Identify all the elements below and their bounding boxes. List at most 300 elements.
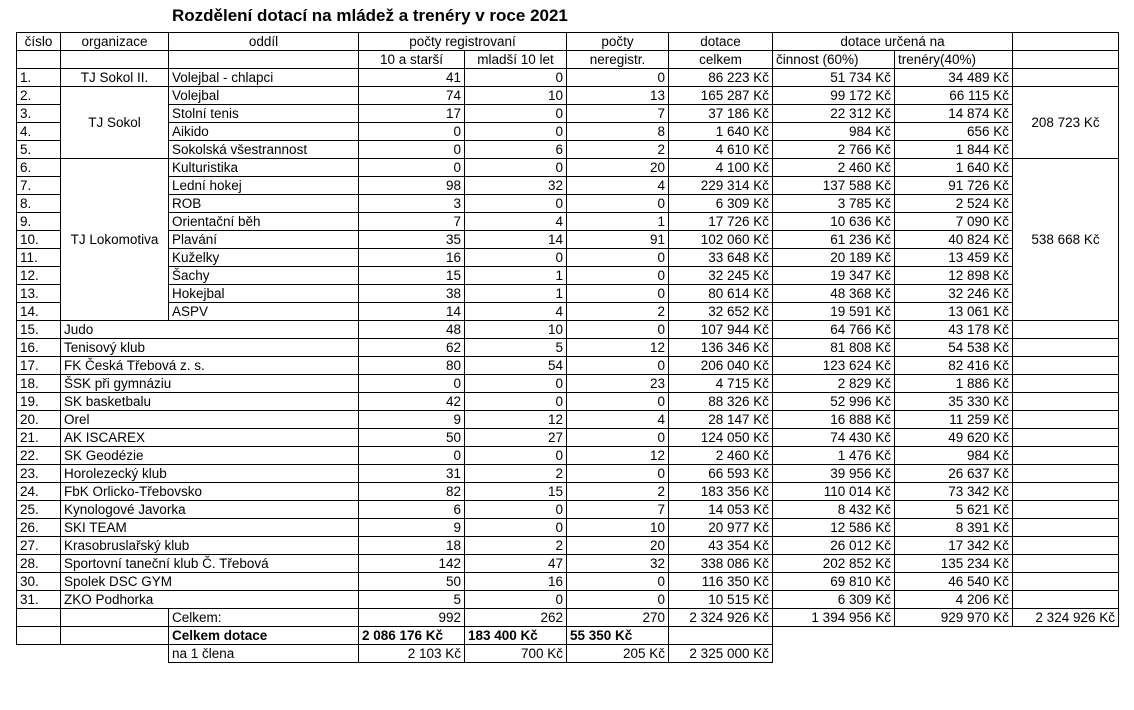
organization-name: TJ Lokomotiva	[61, 159, 169, 321]
organization-name: TJ Sokol II.	[61, 69, 169, 87]
count-neregistr: 23	[567, 375, 669, 393]
section-name: Kuželky	[169, 249, 359, 267]
club-name: ŠSK při gymnáziu	[61, 375, 359, 393]
dotace-cinnost: 99 172 Kč	[773, 87, 895, 105]
row-number: 20.	[17, 411, 61, 429]
table-row	[17, 519, 1119, 537]
count-neregistr: 0	[567, 357, 669, 375]
dotace-celkem: 102 060 Kč	[669, 231, 773, 249]
dotace-cinnost: 2 460 Kč	[773, 159, 895, 177]
count-neregistr: 7	[567, 105, 669, 123]
count-10-a-starsi: 50	[359, 573, 465, 591]
section-name: ROB	[169, 195, 359, 213]
subsidy-table	[16, 32, 1119, 663]
club-name: Tenisový klub	[61, 339, 359, 357]
row-number: 26.	[17, 519, 61, 537]
dotace-celkem: 4 610 Kč	[669, 141, 773, 159]
table-row	[17, 267, 1119, 285]
dotace-cinnost: 2 829 Kč	[773, 375, 895, 393]
dotace-cinnost: 52 996 Kč	[773, 393, 895, 411]
count-10-a-starsi: 82	[359, 483, 465, 501]
dotace-trenery: 4 206 Kč	[895, 591, 1013, 609]
dotace-cinnost: 22 312 Kč	[773, 105, 895, 123]
na-1-clena-label: na 1 člena	[169, 645, 359, 663]
header-organizace: organizace	[61, 33, 169, 51]
na-1-clena-celkem: 2 325 000 Kč	[669, 645, 773, 663]
table-row	[17, 249, 1119, 267]
table-row	[17, 555, 1119, 573]
club-name: Kynologové Javorka	[61, 501, 359, 519]
organization-total: 538 668 Kč	[1013, 159, 1119, 321]
dotace-trenery: 2 524 Kč	[895, 195, 1013, 213]
count-mladsi: 6	[465, 141, 567, 159]
dotace-celkem: 4 715 Kč	[669, 375, 773, 393]
count-10-a-starsi: 9	[359, 411, 465, 429]
table-row	[17, 573, 1119, 591]
count-neregistr: 12	[567, 447, 669, 465]
count-10-a-starsi: 42	[359, 393, 465, 411]
count-10-a-starsi: 15	[359, 267, 465, 285]
table-row	[17, 501, 1119, 519]
table-row	[17, 339, 1119, 357]
dotace-cinnost: 3 785 Kč	[773, 195, 895, 213]
dotace-trenery: 984 Kč	[895, 447, 1013, 465]
dotace-cinnost: 39 956 Kč	[773, 465, 895, 483]
header-blank	[169, 51, 359, 69]
celkem-dotace: 2 324 926 Kč	[669, 609, 773, 627]
count-neregistr: 20	[567, 159, 669, 177]
table-cell	[61, 609, 169, 627]
count-mladsi: 4	[465, 303, 567, 321]
dotace-cinnost: 137 588 Kč	[773, 177, 895, 195]
table-cell	[61, 627, 169, 645]
count-10-a-starsi: 9	[359, 519, 465, 537]
count-mladsi: 1	[465, 285, 567, 303]
count-neregistr: 91	[567, 231, 669, 249]
table-row	[17, 285, 1119, 303]
dotace-trenery: 7 090 Kč	[895, 213, 1013, 231]
section-name: ASPV	[169, 303, 359, 321]
summary-row-na-1-clena	[17, 645, 1119, 663]
section-name: Stolní tenis	[169, 105, 359, 123]
count-mladsi: 0	[465, 195, 567, 213]
dotace-cinnost: 123 624 Kč	[773, 357, 895, 375]
dotace-celkem: 2 460 Kč	[669, 447, 773, 465]
dotace-celkem: 28 147 Kč	[669, 411, 773, 429]
dotace-celkem: 206 040 Kč	[669, 357, 773, 375]
table-cell	[669, 627, 773, 645]
section-name: Orientační běh	[169, 213, 359, 231]
count-neregistr: 32	[567, 555, 669, 573]
count-10-a-starsi: 5	[359, 591, 465, 609]
count-neregistr: 2	[567, 303, 669, 321]
table-row	[17, 195, 1119, 213]
table-cell	[1013, 483, 1119, 501]
dotace-trenery: 54 538 Kč	[895, 339, 1013, 357]
count-mladsi: 0	[465, 519, 567, 537]
dotace-trenery: 1 640 Kč	[895, 159, 1013, 177]
count-mladsi: 32	[465, 177, 567, 195]
celkem-dotace-label: Celkem dotace	[169, 627, 359, 645]
table-cell	[773, 627, 895, 645]
dotace-cinnost: 61 236 Kč	[773, 231, 895, 249]
count-10-a-starsi: 16	[359, 249, 465, 267]
dotace-celkem: 107 944 Kč	[669, 321, 773, 339]
row-number: 15.	[17, 321, 61, 339]
count-mladsi: 0	[465, 501, 567, 519]
header-oddil: oddíl	[169, 33, 359, 51]
dotace-celkem: 88 326 Kč	[669, 393, 773, 411]
count-10-a-starsi: 18	[359, 537, 465, 555]
dotace-cinnost: 81 808 Kč	[773, 339, 895, 357]
count-neregistr: 0	[567, 429, 669, 447]
header-pocty-registrovani: počty registrovaní	[359, 33, 567, 51]
count-10-a-starsi: 74	[359, 87, 465, 105]
table-cell	[17, 627, 61, 645]
dotace-trenery: 49 620 Kč	[895, 429, 1013, 447]
dotace-celkem: 10 515 Kč	[669, 591, 773, 609]
table-row	[17, 87, 1119, 105]
dotace-celkem: 43 354 Kč	[669, 537, 773, 555]
dotace-celkem: 66 593 Kč	[669, 465, 773, 483]
row-number: 6.	[17, 159, 61, 177]
organization-total	[1013, 69, 1119, 87]
table-row	[17, 213, 1119, 231]
count-mladsi: 47	[465, 555, 567, 573]
table-row	[17, 591, 1119, 609]
table-cell	[17, 645, 61, 663]
section-name: Sokolská všestrannost	[169, 141, 359, 159]
count-mladsi: 0	[465, 447, 567, 465]
dotace-trenery: 26 637 Kč	[895, 465, 1013, 483]
count-mladsi: 16	[465, 573, 567, 591]
row-number: 18.	[17, 375, 61, 393]
celkem-dotace-neregistr: 55 350 Kč	[567, 627, 669, 645]
dotace-celkem: 338 086 Kč	[669, 555, 773, 573]
count-10-a-starsi: 41	[359, 69, 465, 87]
dotace-cinnost: 64 766 Kč	[773, 321, 895, 339]
count-10-a-starsi: 0	[359, 447, 465, 465]
count-mladsi: 4	[465, 213, 567, 231]
count-mladsi: 10	[465, 87, 567, 105]
count-mladsi: 0	[465, 375, 567, 393]
table-cell	[1013, 645, 1119, 663]
dotace-trenery: 34 489 Kč	[895, 69, 1013, 87]
dotace-trenery: 43 178 Kč	[895, 321, 1013, 339]
count-neregistr: 0	[567, 321, 669, 339]
club-name: Judo	[61, 321, 359, 339]
count-neregistr: 0	[567, 69, 669, 87]
dotace-cinnost: 1 476 Kč	[773, 447, 895, 465]
organization-name: TJ Sokol	[61, 87, 169, 159]
count-mladsi: 0	[465, 591, 567, 609]
count-mladsi: 12	[465, 411, 567, 429]
table-cell	[1013, 375, 1119, 393]
table-row	[17, 177, 1119, 195]
header-cinnost: činnost (60%)	[773, 51, 895, 69]
dotace-celkem: 229 314 Kč	[669, 177, 773, 195]
row-number: 17.	[17, 357, 61, 375]
section-name: Lední hokej	[169, 177, 359, 195]
count-mladsi: 0	[465, 69, 567, 87]
table-row	[17, 159, 1119, 177]
club-name: Horolezecký klub	[61, 465, 359, 483]
dotace-trenery: 11 259 Kč	[895, 411, 1013, 429]
count-10-a-starsi: 48	[359, 321, 465, 339]
header-dotace: dotace	[669, 33, 773, 51]
header-10-a-starsi: 10 a starší	[359, 51, 465, 69]
na-1-clena-mladsi: 700 Kč	[465, 645, 567, 663]
row-number: 31.	[17, 591, 61, 609]
row-number: 7.	[17, 177, 61, 195]
table-cell	[1013, 429, 1119, 447]
count-neregistr: 4	[567, 177, 669, 195]
table-cell	[1013, 573, 1119, 591]
row-number: 25.	[17, 501, 61, 519]
table-row	[17, 393, 1119, 411]
count-neregistr: 0	[567, 591, 669, 609]
row-number: 14.	[17, 303, 61, 321]
table-cell	[1013, 411, 1119, 429]
dotace-cinnost: 8 432 Kč	[773, 501, 895, 519]
celkem-dotace-10-a-starsi: 2 086 176 Kč	[359, 627, 465, 645]
dotace-trenery: 135 234 Kč	[895, 555, 1013, 573]
club-name: SK basketbalu	[61, 393, 359, 411]
table-row	[17, 429, 1119, 447]
count-mladsi: 1	[465, 267, 567, 285]
row-number: 30.	[17, 573, 61, 591]
header-blank	[1013, 51, 1119, 69]
table-row	[17, 447, 1119, 465]
count-10-a-starsi: 0	[359, 159, 465, 177]
header-pocty: počty	[567, 33, 669, 51]
table-cell	[1013, 501, 1119, 519]
table-cell	[1013, 447, 1119, 465]
dotace-trenery: 8 391 Kč	[895, 519, 1013, 537]
na-1-clena-neregistr: 205 Kč	[567, 645, 669, 663]
dotace-cinnost: 110 014 Kč	[773, 483, 895, 501]
club-name: AK ISCAREX	[61, 429, 359, 447]
count-mladsi: 54	[465, 357, 567, 375]
count-neregistr: 10	[567, 519, 669, 537]
dotace-celkem: 32 245 Kč	[669, 267, 773, 285]
table-row	[17, 483, 1119, 501]
table-row	[17, 303, 1119, 321]
row-number: 24.	[17, 483, 61, 501]
dotace-celkem: 17 726 Kč	[669, 213, 773, 231]
header-cislo: číslo	[17, 33, 61, 51]
header-row-2	[17, 51, 1119, 69]
count-10-a-starsi: 50	[359, 429, 465, 447]
count-mladsi: 0	[465, 159, 567, 177]
dotace-cinnost: 51 734 Kč	[773, 69, 895, 87]
count-10-a-starsi: 80	[359, 357, 465, 375]
row-number: 13.	[17, 285, 61, 303]
count-10-a-starsi: 3	[359, 195, 465, 213]
dotace-trenery: 66 115 Kč	[895, 87, 1013, 105]
celkem-neregistr: 270	[567, 609, 669, 627]
count-10-a-starsi: 62	[359, 339, 465, 357]
count-mladsi: 10	[465, 321, 567, 339]
club-name: FbK Orlicko-Třebovsko	[61, 483, 359, 501]
header-row-1	[17, 33, 1119, 51]
club-name: SKI TEAM	[61, 519, 359, 537]
count-10-a-starsi: 7	[359, 213, 465, 231]
dotace-trenery: 91 726 Kč	[895, 177, 1013, 195]
count-mladsi: 0	[465, 123, 567, 141]
section-name: Kulturistika	[169, 159, 359, 177]
section-name: Aikido	[169, 123, 359, 141]
club-name: ZKO Podhorka	[61, 591, 359, 609]
table-cell	[1013, 465, 1119, 483]
dotace-celkem: 14 053 Kč	[669, 501, 773, 519]
row-number: 3.	[17, 105, 61, 123]
celkem-dotace-mladsi: 183 400 Kč	[465, 627, 567, 645]
header-trenery: trenéry(40%)	[895, 51, 1013, 69]
dotace-cinnost: 26 012 Kč	[773, 537, 895, 555]
table-row	[17, 411, 1119, 429]
table-row	[17, 69, 1119, 87]
dotace-celkem: 32 652 Kč	[669, 303, 773, 321]
table-cell	[1013, 321, 1119, 339]
dotace-cinnost: 19 591 Kč	[773, 303, 895, 321]
row-number: 16.	[17, 339, 61, 357]
summary-row-celkem-dotace	[17, 627, 1119, 645]
count-neregistr: 2	[567, 141, 669, 159]
table-cell	[17, 609, 61, 627]
club-name: SK Geodézie	[61, 447, 359, 465]
dotace-trenery: 32 246 Kč	[895, 285, 1013, 303]
dotace-trenery: 656 Kč	[895, 123, 1013, 141]
table-row	[17, 537, 1119, 555]
count-neregistr: 20	[567, 537, 669, 555]
dotace-celkem: 124 050 Kč	[669, 429, 773, 447]
table-cell	[895, 645, 1013, 663]
table-row	[17, 105, 1119, 123]
table-cell	[1013, 393, 1119, 411]
count-mladsi: 0	[465, 393, 567, 411]
dotace-cinnost: 74 430 Kč	[773, 429, 895, 447]
dotace-trenery: 73 342 Kč	[895, 483, 1013, 501]
dotace-cinnost: 69 810 Kč	[773, 573, 895, 591]
row-number: 5.	[17, 141, 61, 159]
table-row	[17, 141, 1119, 159]
count-neregistr: 0	[567, 573, 669, 591]
club-name: Orel	[61, 411, 359, 429]
count-neregistr: 0	[567, 267, 669, 285]
row-number: 11.	[17, 249, 61, 267]
count-10-a-starsi: 0	[359, 123, 465, 141]
table-cell	[1013, 519, 1119, 537]
count-neregistr: 13	[567, 87, 669, 105]
header-blank	[61, 51, 169, 69]
header-celkem: celkem	[669, 51, 773, 69]
header-mladsi: mladší 10 let	[465, 51, 567, 69]
section-name: Šachy	[169, 267, 359, 285]
count-neregistr: 0	[567, 249, 669, 267]
table-cell	[1013, 357, 1119, 375]
club-name: FK Česká Třebová z. s.	[61, 357, 359, 375]
count-mladsi: 0	[465, 249, 567, 267]
dotace-trenery: 1 844 Kč	[895, 141, 1013, 159]
dotace-celkem: 4 100 Kč	[669, 159, 773, 177]
table-row	[17, 321, 1119, 339]
club-name: Sportovní taneční klub Č. Třebová	[61, 555, 359, 573]
dotace-cinnost: 48 368 Kč	[773, 285, 895, 303]
count-neregistr: 2	[567, 483, 669, 501]
celkem-mladsi: 262	[465, 609, 567, 627]
count-mladsi: 0	[465, 105, 567, 123]
count-10-a-starsi: 142	[359, 555, 465, 573]
table-cell	[773, 645, 895, 663]
count-neregistr: 0	[567, 285, 669, 303]
dotace-trenery: 17 342 Kč	[895, 537, 1013, 555]
count-10-a-starsi: 31	[359, 465, 465, 483]
table-cell	[61, 645, 169, 663]
count-10-a-starsi: 0	[359, 141, 465, 159]
dotace-cinnost: 16 888 Kč	[773, 411, 895, 429]
count-mladsi: 2	[465, 537, 567, 555]
celkem-label: Celkem:	[169, 609, 359, 627]
dotace-cinnost: 20 189 Kč	[773, 249, 895, 267]
count-10-a-starsi: 0	[359, 375, 465, 393]
header-blank	[1013, 33, 1119, 51]
header-neregistr: neregistr.	[567, 51, 669, 69]
count-neregistr: 0	[567, 465, 669, 483]
count-mladsi: 27	[465, 429, 567, 447]
summary-row-celkem	[17, 609, 1119, 627]
dotace-celkem: 183 356 Kč	[669, 483, 773, 501]
dotace-trenery: 13 459 Kč	[895, 249, 1013, 267]
header-blank	[17, 51, 61, 69]
row-number: 1.	[17, 69, 61, 87]
row-number: 23.	[17, 465, 61, 483]
club-name: Krasobruslařský klub	[61, 537, 359, 555]
table-cell	[1013, 339, 1119, 357]
count-neregistr: 4	[567, 411, 669, 429]
row-number: 10.	[17, 231, 61, 249]
section-name: Hokejbal	[169, 285, 359, 303]
dotace-celkem: 86 223 Kč	[669, 69, 773, 87]
count-mladsi: 15	[465, 483, 567, 501]
table-row	[17, 375, 1119, 393]
dotace-celkem: 116 350 Kč	[669, 573, 773, 591]
dotace-cinnost: 2 766 Kč	[773, 141, 895, 159]
dotace-celkem: 20 977 Kč	[669, 519, 773, 537]
dotace-celkem: 33 648 Kč	[669, 249, 773, 267]
dotace-trenery: 12 898 Kč	[895, 267, 1013, 285]
table-cell	[1013, 627, 1119, 645]
celkem-10-a-starsi: 992	[359, 609, 465, 627]
dotace-cinnost: 202 852 Kč	[773, 555, 895, 573]
count-mladsi: 2	[465, 465, 567, 483]
table-row	[17, 231, 1119, 249]
table-row	[17, 357, 1119, 375]
celkem-cinnost: 1 394 956 Kč	[773, 609, 895, 627]
count-neregistr: 12	[567, 339, 669, 357]
count-10-a-starsi: 35	[359, 231, 465, 249]
dotace-celkem: 136 346 Kč	[669, 339, 773, 357]
count-mladsi: 14	[465, 231, 567, 249]
section-name: Plavání	[169, 231, 359, 249]
table-cell	[895, 627, 1013, 645]
row-number: 12.	[17, 267, 61, 285]
count-10-a-starsi: 38	[359, 285, 465, 303]
count-10-a-starsi: 98	[359, 177, 465, 195]
dotace-trenery: 46 540 Kč	[895, 573, 1013, 591]
count-neregistr: 0	[567, 393, 669, 411]
table-row	[17, 465, 1119, 483]
